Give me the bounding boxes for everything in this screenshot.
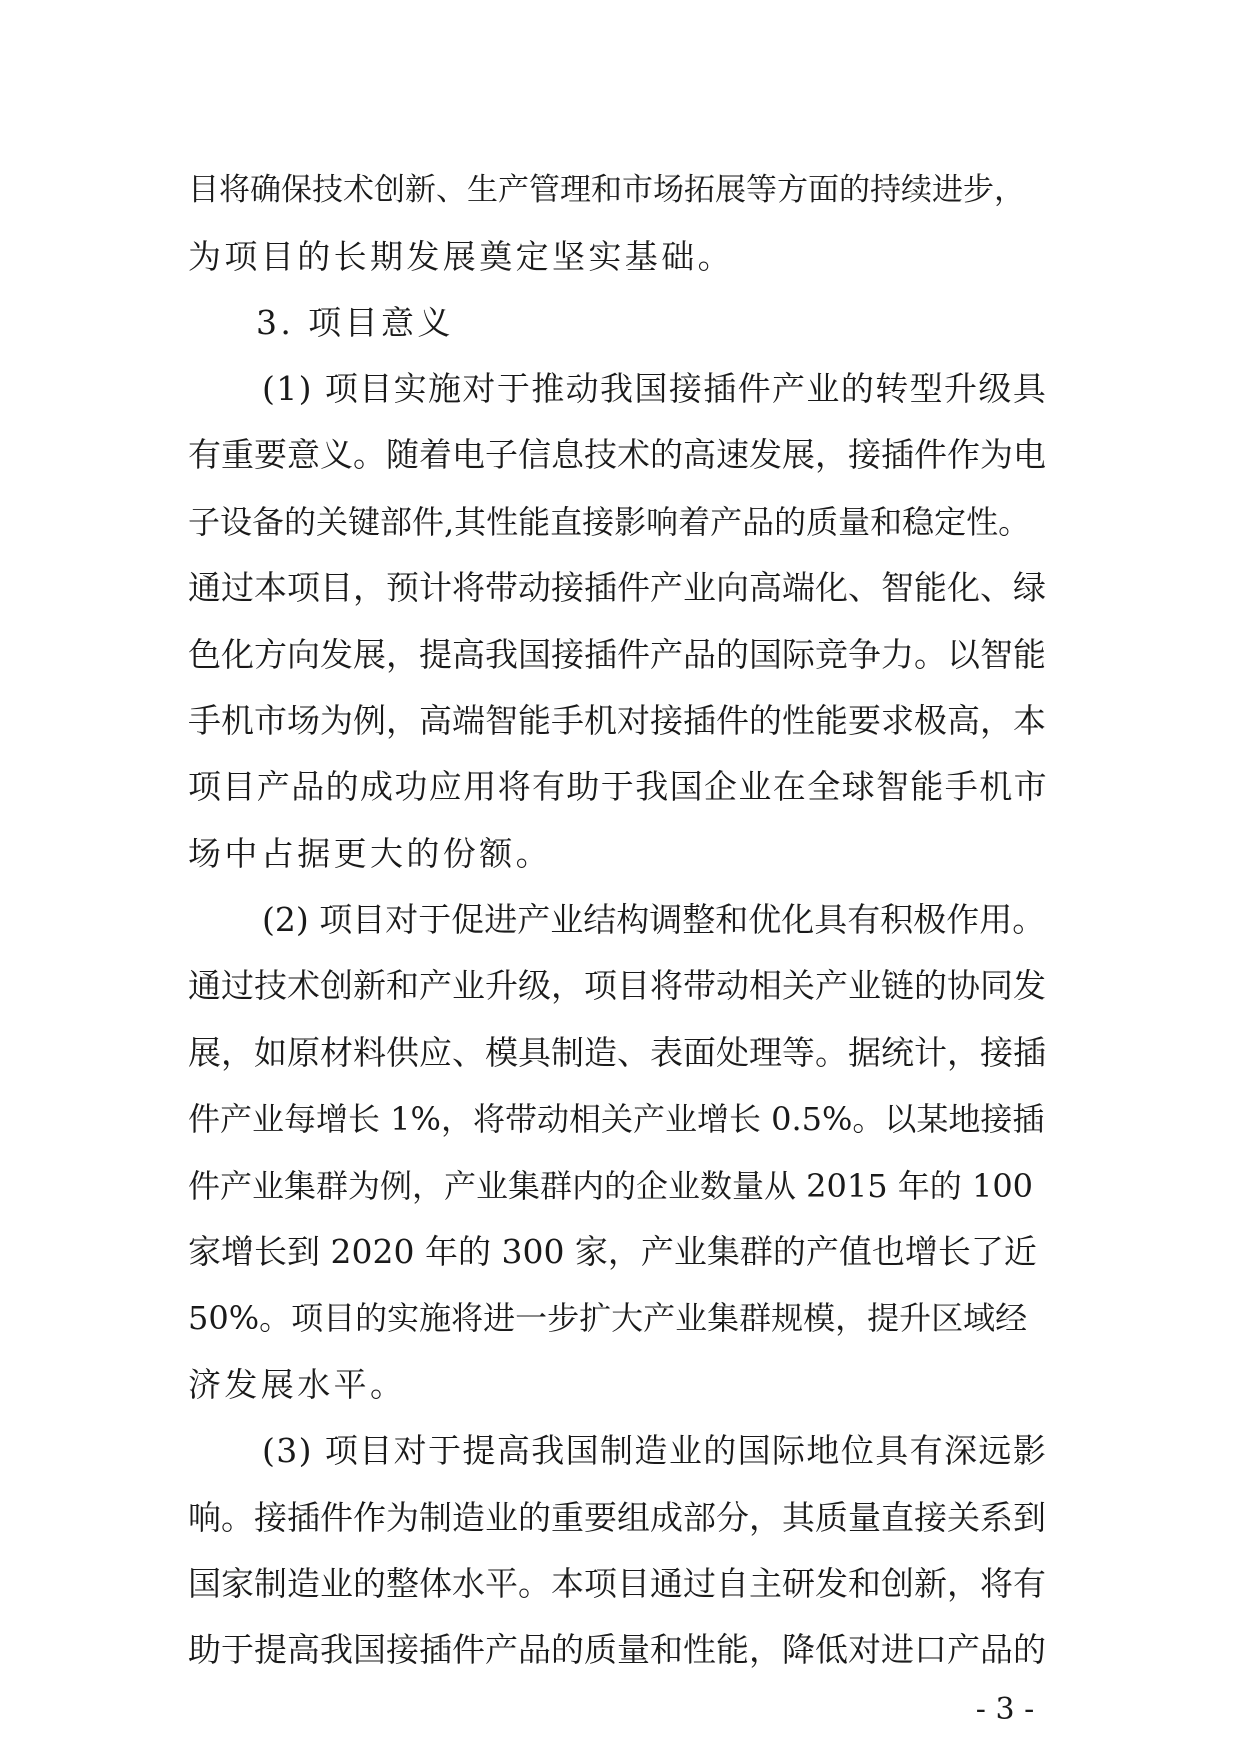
text-line: 子设备的关键部件,其性能直接影响着产品的质量和稳定性。: [188, 503, 1031, 541]
text-line: 件产业集群为例，产业集群内的企业数量从 2015 年的 100: [188, 1167, 1034, 1205]
text-line: 响。接插件作为制造业的重要组成部分，其质量直接关系到: [188, 1498, 1046, 1537]
page-number: - 3 -: [975, 1692, 1035, 1727]
text-line: 家增长到 2020 年的 300 家，产业集群的产值也增长了近: [188, 1232, 1037, 1271]
text-line: 项目产品的成功应用将有助于我国企业在全球智能手机市: [188, 767, 1048, 806]
text-line: (1) 项目实施对于推动我国接插件产业的转型升级具: [262, 369, 1048, 408]
text-line: 济发展水平。: [188, 1365, 407, 1404]
section-heading: 3. 项目意义: [256, 303, 454, 342]
text-line: 色化方向发展，提高我国接插件产品的国际竞争力。以智能: [188, 635, 1046, 674]
text-line: 助于提高我国接插件产品的质量和性能，降低对进口产品的: [188, 1630, 1046, 1669]
text-line: 50%。项目的实施将进一步扩大产业集群规模，提升区域经: [188, 1299, 1028, 1337]
text-line: 通过技术创新和产业升级，项目将带动相关产业链的协同发: [188, 966, 1046, 1005]
text-line: 手机市场为例，高端智能手机对接插件的性能要求极高，本: [188, 701, 1046, 740]
text-line: 有重要意义。随着电子信息技术的高速发展，接插件作为电: [188, 435, 1046, 474]
text-line: 通过本项目，预计将带动接插件产业向高端化、智能化、绿: [188, 568, 1046, 607]
text-line: (3) 项目对于提高我国制造业的国际地位具有深远影: [262, 1431, 1048, 1470]
text-line: 目将确保技术创新、生产管理和市场拓展等方面的持续进步，: [188, 172, 1025, 208]
text-line: 国家制造业的整体水平。本项目通过自主研发和创新，将有: [188, 1564, 1046, 1603]
text-line: 展，如原材料供应、模具制造、表面处理等。据统计，接插: [188, 1033, 1046, 1072]
text-line: 件产业每增长 1%，将带动相关产业增长 0.5%。以某地接插: [188, 1100, 1045, 1138]
text-line: (2) 项目对于促进产业结构调整和优化具有积极作用。: [262, 900, 1046, 939]
text-line: 场中占据更大的份额。: [188, 834, 552, 873]
text-line: 为项目的长期发展奠定坚实基础。: [188, 237, 734, 276]
